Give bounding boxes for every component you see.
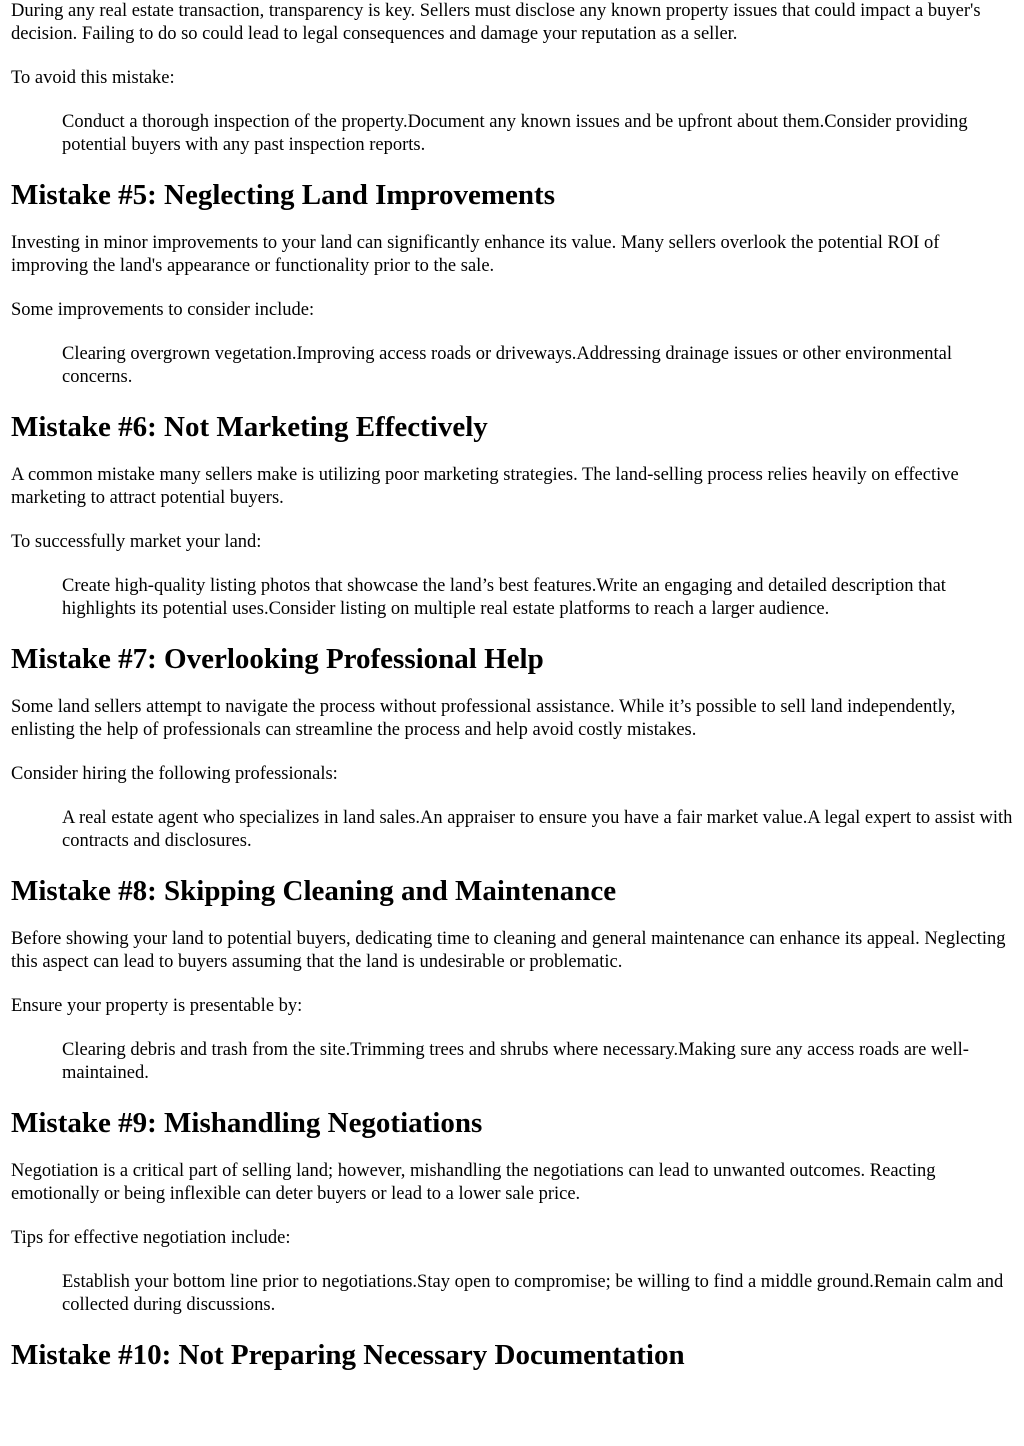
section-mistake-8	[11, 874, 1016, 1085]
section-lead: Consider hiring the following professionals:	[11, 764, 338, 784]
intro-list: Conduct a thorough inspection of the property.Document any known issues and be upfront about them.Consider providing potential buyers with any past inspection reports.	[62, 112, 968, 155]
section-mistake-7	[11, 642, 1016, 853]
section-heading: Mistake #7: Overlooking Professional Help	[11, 643, 544, 675]
section-paragraph: Some land sellers attempt to navigate the process without professional assistance. While it’s possible to sell land independently, enlisting the help of professionals can streamline the process and help avoid costly mistakes.	[11, 697, 956, 740]
section-list: Clearing overgrown vegetation.Improving access roads or driveways.Addressing drainage issues or other environmental concerns.	[62, 344, 952, 387]
section-mistake-5	[11, 178, 1016, 389]
section-paragraph: Negotiation is a critical part of selling land; however, mishandling the negotiations can lead to unwanted outcomes. Reacting emotionally or being inflexible can deter buyers or lead to a lower sale price.	[11, 1161, 936, 1204]
section-heading: Mistake #5: Neglecting Land Improvements	[11, 179, 555, 211]
section-heading: Mistake #9: Mishandling Negotiations	[11, 1107, 483, 1139]
section-list: A real estate agent who specializes in land sales.An appraiser to ensure you have a fair market value.A legal expert to assist with contracts and disclosures.	[62, 808, 1013, 851]
final-section-heading: Mistake #10: Not Preparing Necessary Documentation	[11, 1339, 685, 1371]
section-list: Clearing debris and trash from the site.Trimming trees and shrubs where necessary.Making sure any access roads are well-maintained.	[62, 1040, 969, 1083]
section-paragraph: Investing in minor improvements to your land can significantly enhance its value. Many sellers overlook the potential ROI of improving the land's appearance or functionality prior to the sale.	[11, 233, 940, 276]
section-paragraph: Before showing your land to potential buyers, dedicating time to cleaning and general maintenance can enhance its appeal. Neglecting this aspect can lead to buyers assuming that the land is undesirable or problematic.	[11, 929, 1006, 972]
section-paragraph: A common mistake many sellers make is utilizing poor marketing strategies. The land-selling process relies heavily on effective marketing to attract potential buyers.	[11, 465, 959, 508]
intro-lead: To avoid this mistake:	[11, 68, 175, 88]
section-lead: Some improvements to consider include:	[11, 300, 315, 320]
section-lead: Ensure your property is presentable by:	[11, 996, 303, 1016]
section-lead: Tips for effective negotiation include:	[11, 1228, 291, 1248]
section-heading: Mistake #6: Not Marketing Effectively	[11, 411, 488, 443]
section-mistake-9	[11, 1106, 1016, 1317]
section-list: Establish your bottom line prior to negotiations.Stay open to compromise; be willing to find a middle ground.Remain calm and collected during discussions.	[62, 1272, 1004, 1315]
section-heading: Mistake #8: Skipping Cleaning and Maintenance	[11, 875, 617, 907]
section-lead: To successfully market your land:	[11, 532, 262, 552]
section-list: Create high-quality listing photos that showcase the land’s best features.Write an engaging and detailed description that highlights its potential uses.Consider listing on multiple real estate platforms to reach a larger audience.	[62, 576, 946, 619]
intro-paragraph: During any real estate transaction, transparency is key. Sellers must disclose any known property issues that could impact a buyer's decision. Failing to do so could lead to legal consequences and damage your reputation as a seller.	[11, 1, 981, 44]
section-mistake-6	[11, 410, 1016, 621]
